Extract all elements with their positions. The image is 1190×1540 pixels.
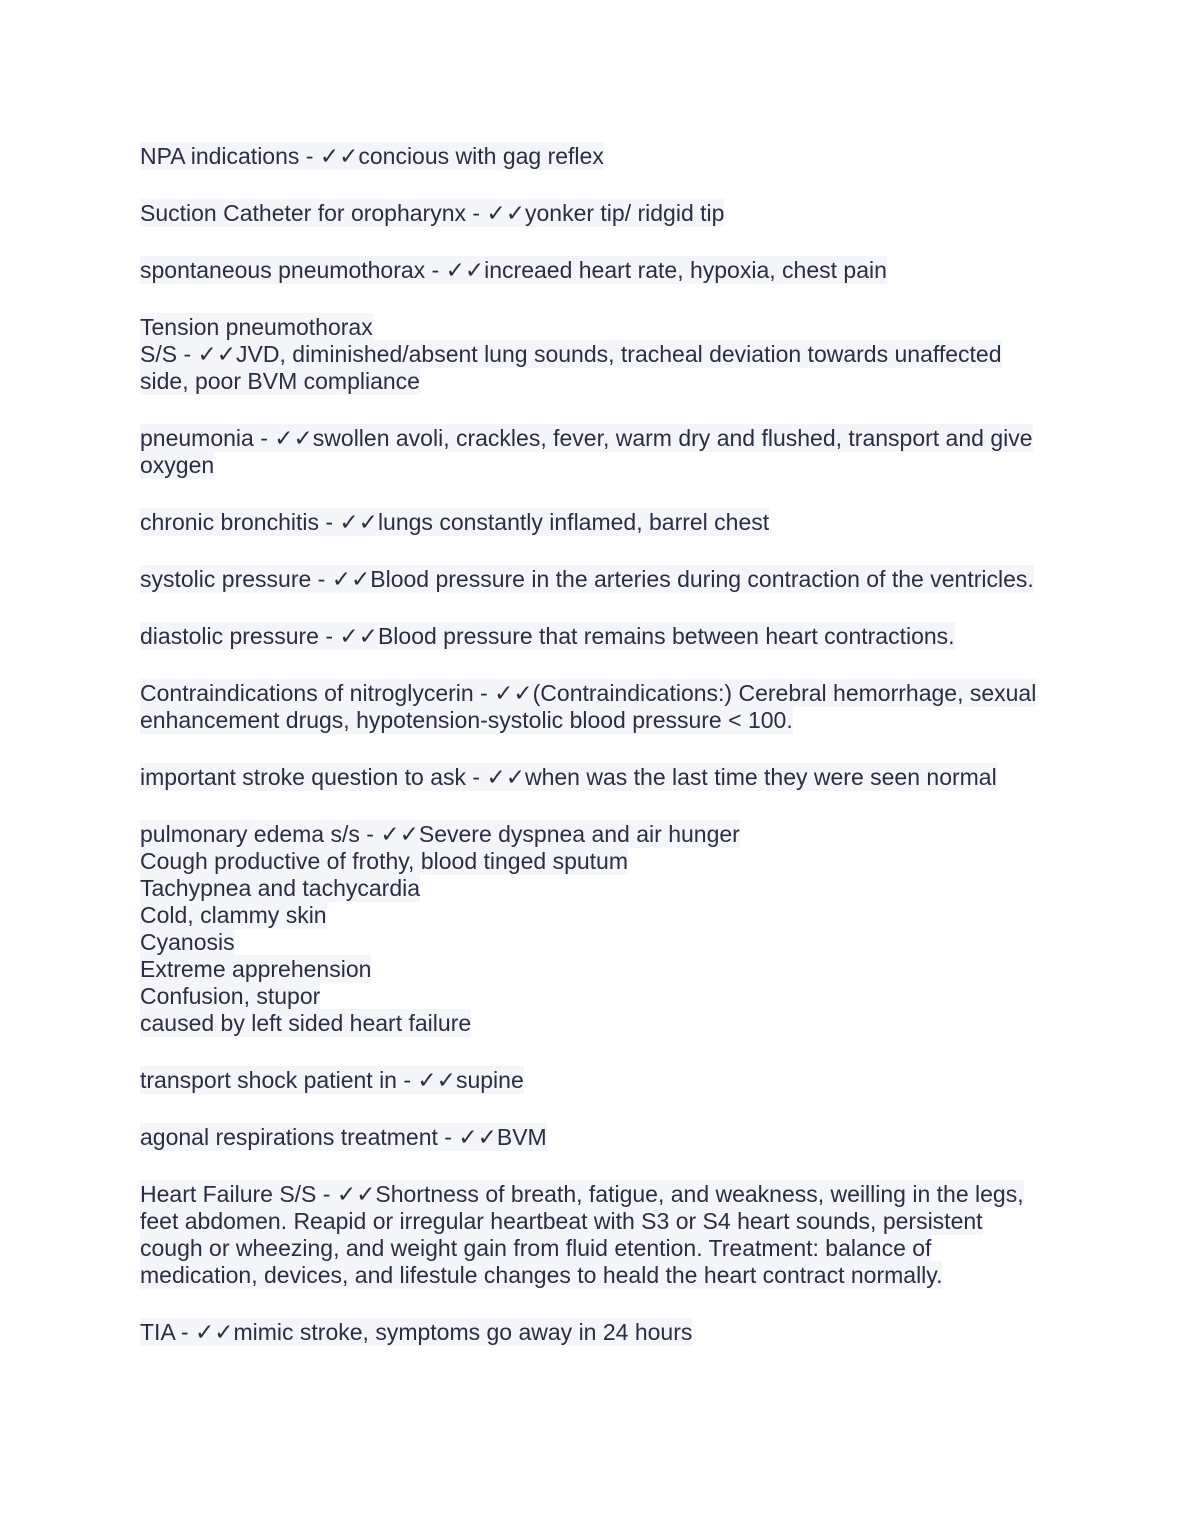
- entry-text: enhancement drugs, hypotension-systolic blood pressure < 100.: [140, 707, 793, 733]
- entry-text: oxygen: [140, 452, 215, 478]
- entry-text: Cyanosis: [140, 929, 235, 955]
- entry-text: Confusion, stupor: [140, 983, 321, 1009]
- list-item: [140, 425, 1055, 479]
- entry-text: diastolic pressure - ✓✓Blood pressure that remains between heart contractions.: [140, 623, 955, 649]
- entry-text: Tachypnea and tachycardia: [140, 875, 421, 901]
- entry-text: Contraindications of nitroglycerin - ✓✓(Contraindications:) Cerebral hemorrhage, sexual: [140, 680, 1037, 706]
- entry-text: agonal respirations treatment - ✓✓BVM: [140, 1124, 547, 1150]
- list-item: [140, 821, 1055, 1037]
- list-item: [140, 1124, 1055, 1151]
- list-item: [140, 680, 1055, 734]
- list-item: [140, 1067, 1055, 1094]
- entry-text: systolic pressure - ✓✓Blood pressure in the arteries during contraction of the ventricles.: [140, 566, 1034, 592]
- entry-text: Tension pneumothorax: [140, 314, 373, 340]
- list-item: [140, 200, 1055, 227]
- list-item: [140, 1319, 1055, 1346]
- entry-text: cough or wheezing, and weight gain from fluid etention. Treatment: balance of: [140, 1235, 932, 1261]
- entry-text: S/S - ✓✓JVD, diminished/absent lung sounds, tracheal deviation towards unaffected: [140, 341, 1002, 367]
- entry-text: NPA indications - ✓✓concious with gag reflex: [140, 143, 604, 169]
- entry-text: side, poor BVM compliance: [140, 368, 420, 394]
- entry-text: Cold, clammy skin: [140, 902, 327, 928]
- entry-text: pneumonia - ✓✓swollen avoli, crackles, fever, warm dry and flushed, transport and give: [140, 425, 1033, 451]
- flashcard-list: [140, 143, 1055, 1376]
- entry-text: feet abdomen. Reapid or irregular heartbeat with S3 or S4 heart sounds, persistent: [140, 1208, 983, 1234]
- list-item: [140, 1181, 1055, 1289]
- list-item: [140, 143, 1055, 170]
- list-item: [140, 764, 1055, 791]
- entry-text: Extreme apprehension: [140, 956, 372, 982]
- entry-text: pulmonary edema s/s - ✓✓Severe dyspnea and air hunger: [140, 821, 740, 847]
- entry-text: important stroke question to ask - ✓✓when was the last time they were seen normal: [140, 764, 997, 790]
- entry-text: Heart Failure S/S - ✓✓Shortness of breath, fatigue, and weakness, weilling in the legs,: [140, 1181, 1024, 1207]
- entry-text: Cough productive of frothy, blood tinged sputum: [140, 848, 628, 874]
- entry-text: transport shock patient in - ✓✓supine: [140, 1067, 524, 1093]
- entry-text: Suction Catheter for oropharynx - ✓✓yonker tip/ ridgid tip: [140, 200, 725, 226]
- entry-text: caused by left sided heart failure: [140, 1010, 472, 1036]
- list-item: [140, 566, 1055, 593]
- list-item: [140, 257, 1055, 284]
- list-item: [140, 623, 1055, 650]
- list-item: [140, 314, 1055, 395]
- entry-text: spontaneous pneumothorax - ✓✓increaed heart rate, hypoxia, chest pain: [140, 257, 887, 283]
- entry-text: chronic bronchitis - ✓✓lungs constantly inflamed, barrel chest: [140, 509, 770, 535]
- entry-text: medication, devices, and lifestule changes to heald the heart contract normally.: [140, 1262, 943, 1288]
- entry-text: TIA - ✓✓mimic stroke, symptoms go away in 24 hours: [140, 1319, 693, 1345]
- list-item: [140, 509, 1055, 536]
